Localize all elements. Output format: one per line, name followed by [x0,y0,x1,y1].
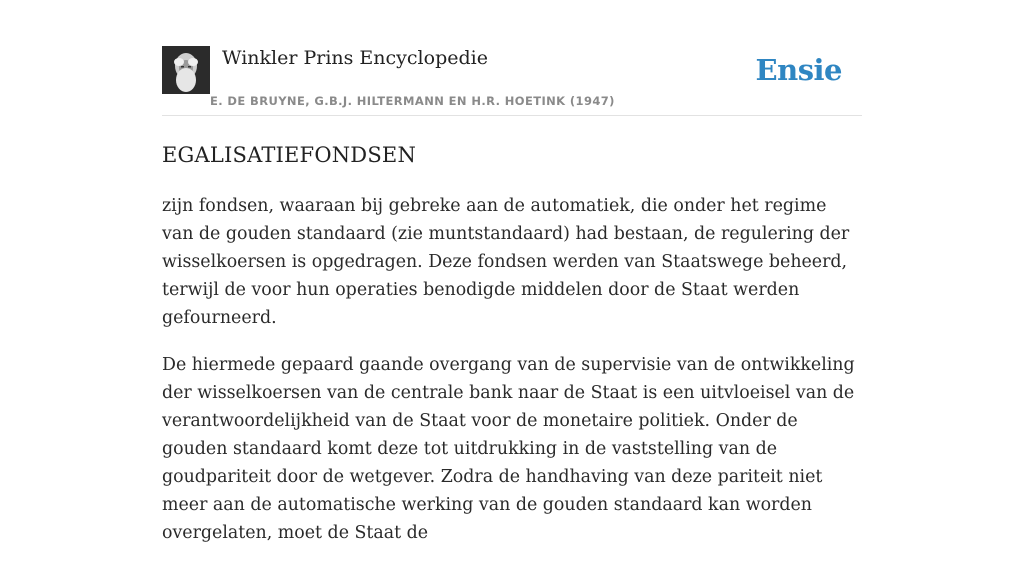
authors-line: E. DE BRUYNE, G.B.J. HILTERMANN EN H.R. HOETINK (1947) [210,94,615,108]
paragraph: De hiermede gepaard gaande overgang van de supervisie van de ontwikkeling der wisselkoersen van de centrale bank naar de Staat is een uitvloeisel van de verantwoordelijkheid van de Staat voor de monetaire politiek. Onder de gouden standaard komt deze tot uitdrukking in de vaststelling van de goudpariteit door de wetgever. Zodra de handhaving van deze pariteit niet meer aan de automatische werking van de gouden standaard kan worden overgelaten, moet de Staat de [162,355,855,543]
author-avatar [162,46,210,94]
entry-body [162,192,862,566]
brand-logo[interactable]: Ensie [755,53,842,87]
portrait-icon [162,46,210,94]
header [162,46,862,116]
paragraph: zijn fondsen, waaraan bij gebreke aan de automatiek, die onder het regime van de gouden standaard (zie muntstandaard) had bestaan, de regulering der wisselkoersen is opgedragen. Deze fondsen werden van Staatswege beheerd, terwijl de voor hun operaties benodigde middelen door de Staat werden gefourneerd. [162,196,850,328]
book-title[interactable]: Winkler Prins Encyclopedie [222,47,488,69]
entry-title: EGALISATIEFONDSEN [162,143,417,167]
